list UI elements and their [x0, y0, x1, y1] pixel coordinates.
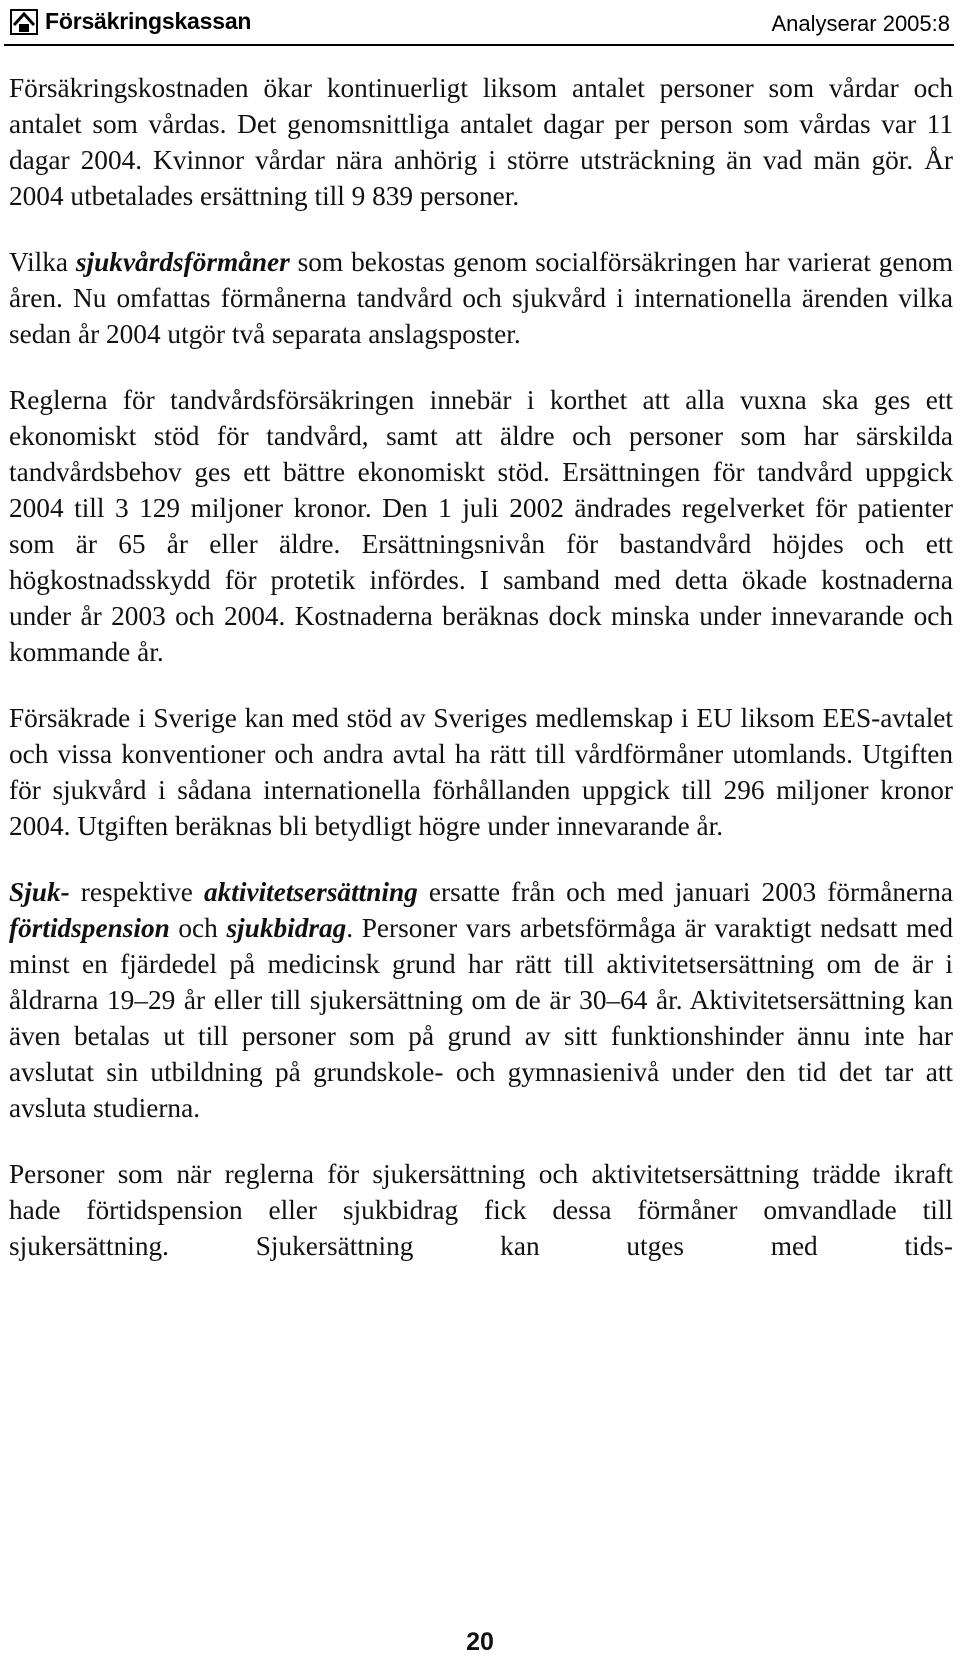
- emphasis-term: Sjuk-: [9, 877, 70, 907]
- paragraph-conversion: Personer som när reglerna för sjukersättning och aktivitetsersättning trädde ikraft hade förtidspension eller sjukbidrag fick dessa förmåner omvandlade till sjukersättning. Sjukersättning kan utges med tids-: [9, 1159, 953, 1261]
- text-run: och: [169, 913, 227, 943]
- text-run: ersatte från och med januari 2003 förmånerna: [417, 877, 953, 907]
- brand-name: Försäkringskassan: [45, 8, 252, 34]
- emphasis-term: förtidspension: [9, 913, 170, 943]
- page-number: 20: [466, 1628, 494, 1656]
- paragraph-care-costs: Försäkringskostnaden ökar kontinuerligt liksom antalet personer som vårdar och antalet som vårdas. Det genomsnittliga antalet dagar per person som vårdas var 11 dagar 2004. Kvinnor vårdar nära anhörig i större utsträckning än vad män gör. År 2004 utbetalades ersättning till 9 839 personer.: [9, 73, 953, 211]
- body-text: [9, 70, 953, 1264]
- paragraph-healthcare-benefits: [9, 244, 953, 352]
- paragraph-dental-insurance: Reglerna för tandvårdsförsäkringen innebär i korthet att alla vuxna ska ges ett ekonomiskt stöd för tandvård, samt att äldre och personer som har särskilda tandvårdsbehov ges ett bättre ekonomiskt stöd. Ersättningen för tandvård uppgick 2004 till 3 129 miljoner kronor. Den 1 juli 2002 ändrades regelverket för patienter som är 65 år eller äldre. Ersättningsnivån för bastandvård höjdes och ett högkostnadsskydd för protetik infördes. I samband med detta ökade kostnaderna under år 2003 och 2004. Kostnaderna beräknas dock minska under innevarande och kommande år.: [9, 385, 953, 667]
- text-run: respektive: [69, 877, 204, 907]
- paragraph-care-abroad: Försäkrade i Sverige kan med stöd av Sveriges medlemskap i EU liksom EES-avtalet och vissa konventioner och andra avtal ha rätt till vårdförmåner utomlands. Utgiften för sjukvård i sådana internationella förhållanden uppgick till 296 miljoner kronor 2004. Utgiften beräknas bli betydligt högre under innevarande år.: [9, 703, 953, 841]
- emphasis-term: aktivitetsersättning: [203, 877, 418, 907]
- house-square-icon: [10, 9, 38, 35]
- emphasis-term: sjukbidrag: [226, 913, 347, 943]
- emphasis-term: sjukvårdsförmåner: [75, 247, 290, 277]
- text-run: . Personer vars arbetsförmåga är varaktigt nedsatt med minst en fjärdedel på medicinsk grund har rätt till aktivitetsersättning om de är i åldrarna 19–29 år eller till sjukersättning om de är 30–64 år. Aktivitetsersättning kan även betalas ut till personer som på grund av sitt funktionshinder ännu inte har avslutat sin utbildning på grundskole- och gymnasienivå under den tid det tar att avsluta studierna.: [9, 913, 954, 1123]
- text-run: Vilka: [9, 247, 76, 277]
- paragraph-sickness-compensation: [9, 874, 953, 1126]
- brand-logo: [10, 8, 251, 35]
- page-header: [4, 0, 954, 46]
- text-run: som bekostas genom socialförsäkringen har varierat genom åren. Nu omfattas förmånerna tandvård och sjukvård i internationella ärenden vilka sedan år 2004 utgör två separata anslagsposter.: [9, 247, 953, 349]
- series-label: Analyserar 2005:8: [771, 11, 950, 36]
